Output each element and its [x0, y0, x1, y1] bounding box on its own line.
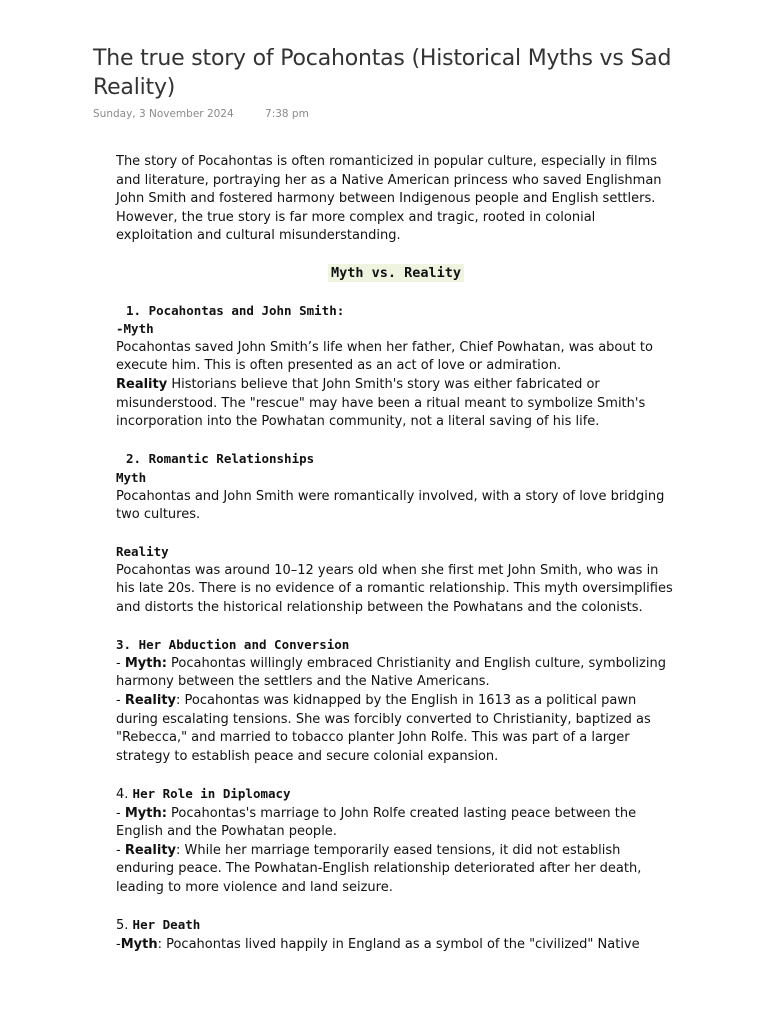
section-1-myth-text: Pocahontas saved John Smith’s life when her father, Chief Powhatan, was about to execute him. This is often presented as an act of love or admiration. [116, 339, 653, 374]
section-4-reality [116, 842, 676, 898]
section-1-myth-label: -Myth [116, 321, 154, 337]
intro-paragraph: The story of Pocahontas is often romanticized in popular culture, especially in films and literature, portraying her as a Native American princess who saved Englishman John Smith and fostered harmony between Indigenous people and English settlers. However, the true story is far more complex and tragic, rooted in colonial exploitation and cultural misunderstanding. [116, 154, 662, 244]
spacer [116, 898, 676, 917]
section-4-myth-label: Myth: [124, 805, 167, 821]
section-4-myth [116, 805, 676, 842]
section-3-myth-text: Pocahontas willingly embraced Christianity and English culture, symbolizing harmony between the settlers and the Native Americans. [116, 655, 666, 690]
section-4-reality-text: : While her marriage temporarily eased tensions, it did not establish enduring peace. The Powhatan-English relationship deteriorated after her death, leading to more violence and land seizure. [116, 842, 642, 895]
page-header [93, 44, 733, 120]
section-5-number: 5. [116, 918, 133, 934]
section-2-myth-label: Myth [116, 469, 147, 485]
bullet-dash: - [116, 842, 125, 858]
section-4-heading-line [116, 785, 676, 805]
page-time: 7:38 pm [265, 108, 309, 120]
section-1-reality-label: Reality [116, 376, 168, 392]
spacer [116, 618, 676, 637]
section-3-reality [116, 692, 676, 766]
note-body[interactable] [116, 153, 676, 954]
spacer [116, 525, 676, 544]
page-meta [93, 108, 733, 120]
section-5-heading: Her Death [132, 917, 201, 933]
section-4-myth-text: Pocahontas's marriage to John Rolfe created lasting peace between the English and the Powhatan people. [116, 805, 637, 840]
section-3-heading: 3. Her Abduction and Conversion [116, 637, 350, 653]
spacer [116, 766, 676, 785]
section-5-heading-line [116, 916, 676, 936]
section-4-number: 4. [116, 787, 133, 802]
bullet-dash: - [116, 655, 125, 671]
section-1-heading: 1. Pocahontas and John Smith: [126, 302, 345, 318]
section-3-reality-label: Reality [124, 693, 177, 709]
section-1-reality [116, 376, 676, 432]
myth-vs-reality-heading: Myth vs. Reality [328, 264, 464, 282]
section-3-reality-text: : Pocahontas was kidnapped by the English in 1613 as a political pawn during escalating tensions. She was forcibly converted to Christianity, baptized as "Rebecca," and married to tobacco planter John Rolfe. This was part of a larger strategy to establish peace and secure colonial expansion. [116, 693, 651, 764]
section-2-myth-text: Pocahontas and John Smith were romantically involved, with a story of love bridging two cultures. [116, 488, 665, 523]
spacer [116, 432, 676, 451]
bullet-dash: - [116, 805, 125, 821]
section-3-myth [116, 655, 676, 692]
section-3-myth-label: Myth: [124, 655, 167, 671]
page-date: Sunday, 3 November 2024 [93, 108, 234, 120]
section-1-reality-text: Historians believe that John Smith's story was either fabricated or misunderstood. The "rescue" may have been a ritual meant to symbolize Smith's incorporation into the Powhatan community, not a literal saving of his life. [116, 376, 646, 430]
section-heading [116, 264, 676, 284]
section-2-reality-text: Pocahontas was around 10–12 years old when she first met John Smith, who was in his late 20s. There is no evidence of a romantic relationship. This myth oversimplifies and distorts the historical relationship between the Powhatans and the colonists. [116, 562, 673, 616]
page-title: The true story of Pocahontas (Historical Myths vs Sad Reality) [93, 46, 672, 100]
section-4-heading: Her Role in Diplomacy [132, 786, 291, 801]
section-5-myth [116, 936, 676, 955]
bullet-dash: - [116, 936, 121, 952]
section-2-reality-label: Reality [116, 544, 169, 560]
section-5-myth-label: Myth [120, 936, 158, 952]
section-2-heading: 2. Romantic Relationships [126, 451, 315, 467]
section-5-myth-text: : Pocahontas lived happily in England as a symbol of the "civilized" Native [157, 936, 640, 952]
section-4-reality-label: Reality [124, 842, 177, 858]
bullet-dash: - [116, 693, 125, 709]
